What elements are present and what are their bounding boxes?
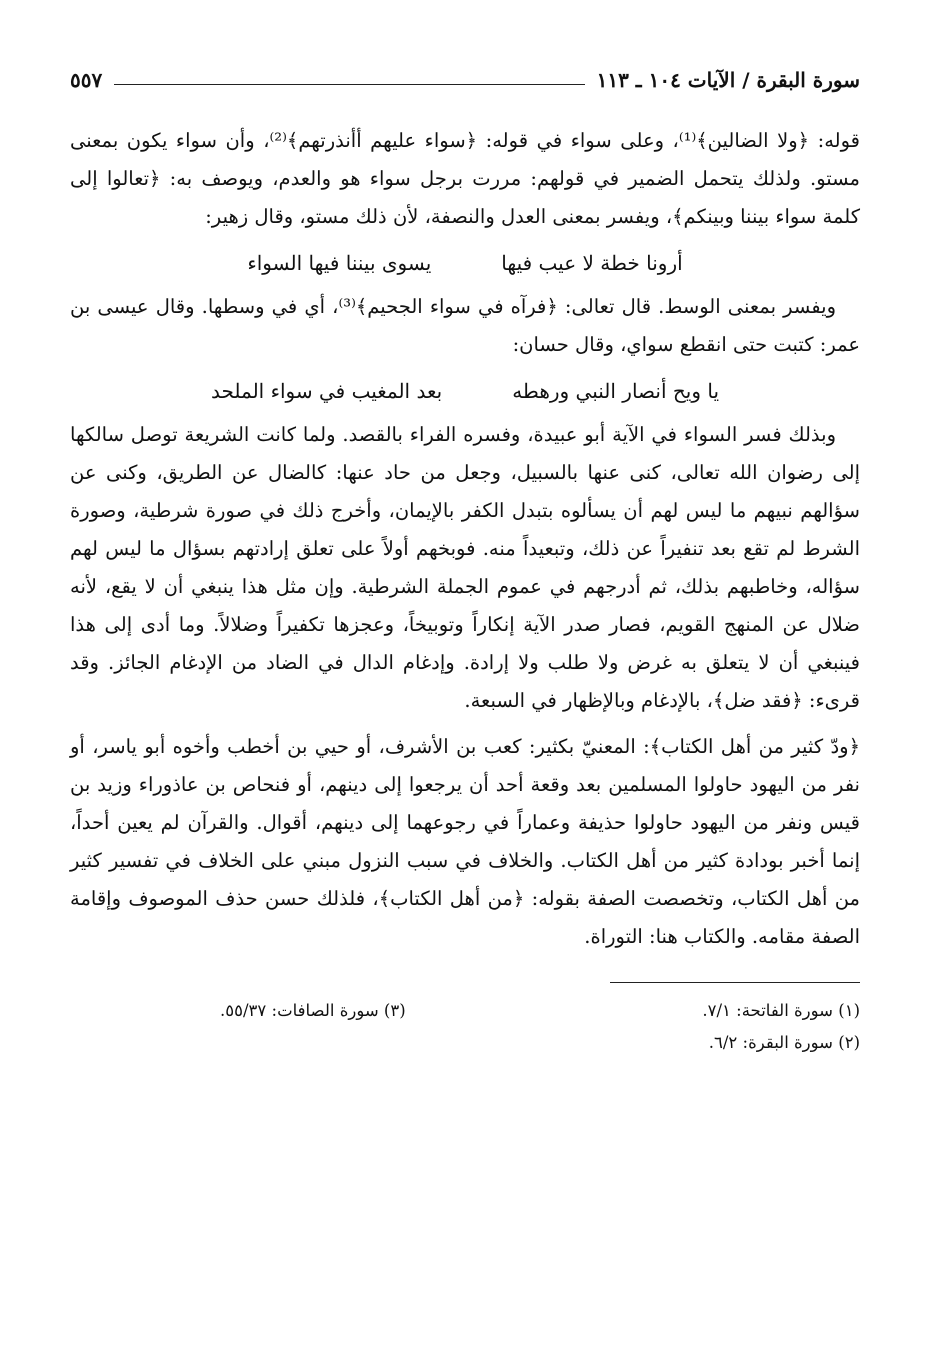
main-text (70, 122, 860, 956)
paragraph-1: قوله: ﴿ولا الضالين﴾⁽¹⁾، وعلى سواء في قوله: ﴿سواء عليهم أأنذرتهم﴾⁽²⁾، وأن سواء يكون بمعنى مستو. ولذلك يتحمل الضمير في قولهم: مررت برجل سواء هو والعدم، ويوصف به: ﴿تعالوا إلى كلمة سواء بيننا وبينكم﴾، ويفسر بمعنى العدل والنصفة، لأن ذلك مستو، وقال زهير: (70, 129, 860, 228)
running-head-title: سورة البقرة / الآيات ١٠٤ ـ ١١٣ (596, 68, 860, 92)
paragraph-4: ﴿ودّ كثير من أهل الكتاب﴾: المعنيّ بكثير: كعب بن الأشرف، أو حيي بن أخطب وأخوه أبو ياسر، أو نفر من اليهود حاولوا المسلمين بعد وقعة أحد أن يرجعوا إلى دينهم، أو فنحاص بن عاذوراء وزيد بن قيس ونفر من اليهود حاولوا حذيفة وعماراً في رجوعهما إلى دينهم، أقوال. والقرآن لم يعين أحداً، إنما أخبر بودادة كثير من أهل الكتاب. والخلاف في سبب النزول مبني على الخلاف في تفسير كثير من أهل الكتاب، وتخصصت الصفة بقوله: ﴿من أهل الكتاب﴾، فلذلك حسن حذف الموصوف وإقامة الصفة مقامه. والكتاب هنا: التوراة. (70, 735, 860, 948)
footnotes-left-column (220, 995, 406, 1059)
verse-hassan-first-hemistich: يا ويح أنصار النبي ورهطه (512, 379, 720, 403)
running-head (70, 52, 860, 92)
page-number: ٥٥٧ (70, 68, 103, 92)
page (70, 52, 860, 1312)
footnote-rule (610, 982, 860, 983)
footnote-2: (٢) سورة البقرة: ٦/٢. (708, 1033, 860, 1052)
verse-zuhair-first-hemistich: أرونا خطة لا عيب فيها (501, 251, 683, 275)
verse-hassan (70, 368, 860, 414)
footnotes (70, 995, 860, 1059)
paragraph-2: ويفسر بمعنى الوسط. قال تعالى: ﴿فرآه في سواء الجحيم﴾⁽³⁾، أي في وسطها. وقال عيسى بن عمر: كتبت حتى انقطع سواي، وقال حسان: (70, 295, 860, 356)
footnotes-right-column (702, 995, 860, 1059)
footnote-3: (٣) سورة الصافات: ٥٥/٣٧. (220, 1001, 406, 1020)
footnote-1: (١) سورة الفاتحة: ٧/١. (702, 1001, 860, 1020)
verse-zuhair-second-hemistich: يسوى بيننا فيها السواء (247, 251, 432, 275)
running-head-rule (114, 84, 584, 85)
verse-hassan-second-hemistich: بعد المغيب في سواء الملحد (210, 379, 443, 403)
verse-zuhair (70, 240, 860, 286)
paragraph-3: وبذلك فسر السواء في الآية أبو عبيدة، وفسره الفراء بالقصد. ولما كانت الشريعة توصل سالكها إلى رضوان الله تعالى، كنى عنها بالسبيل، وجعل من حاد عنها: كالضال عن الطريق، وكنى عن سؤالهم نبيهم ما ليس لهم أن يسألوه بتبدل الكفر بالإيمان، وأخرج ذلك في صورة شرطية، وصورة الشرط لم تقع بعد تنفيراً عن ذلك، وتبعيداً منه. فوبخهم أولاً على تعلق إرادتهم بسؤال ما ليس لهم سؤاله، وخاطبهم بذلك، ثم أدرجهم في عموم الجملة الشرطية. وإن مثل هذا ينبغي أن لا يقع، لأنه ضلال عن المنهج القويم، فصار صدر الآية إنكاراً وتوبيخاً، وعجزها تكفيراً وضلالاً. وما أدى إلى هذا فينبغي أن لا يتعلق به غرض ولا طلب ولا إرادة. وإدغام الدال في الضاد من الإدغام الجائز. وقد قرىء: ﴿فقد ضل﴾، بالإدغام وبالإظهار في السبعة. (70, 423, 860, 712)
